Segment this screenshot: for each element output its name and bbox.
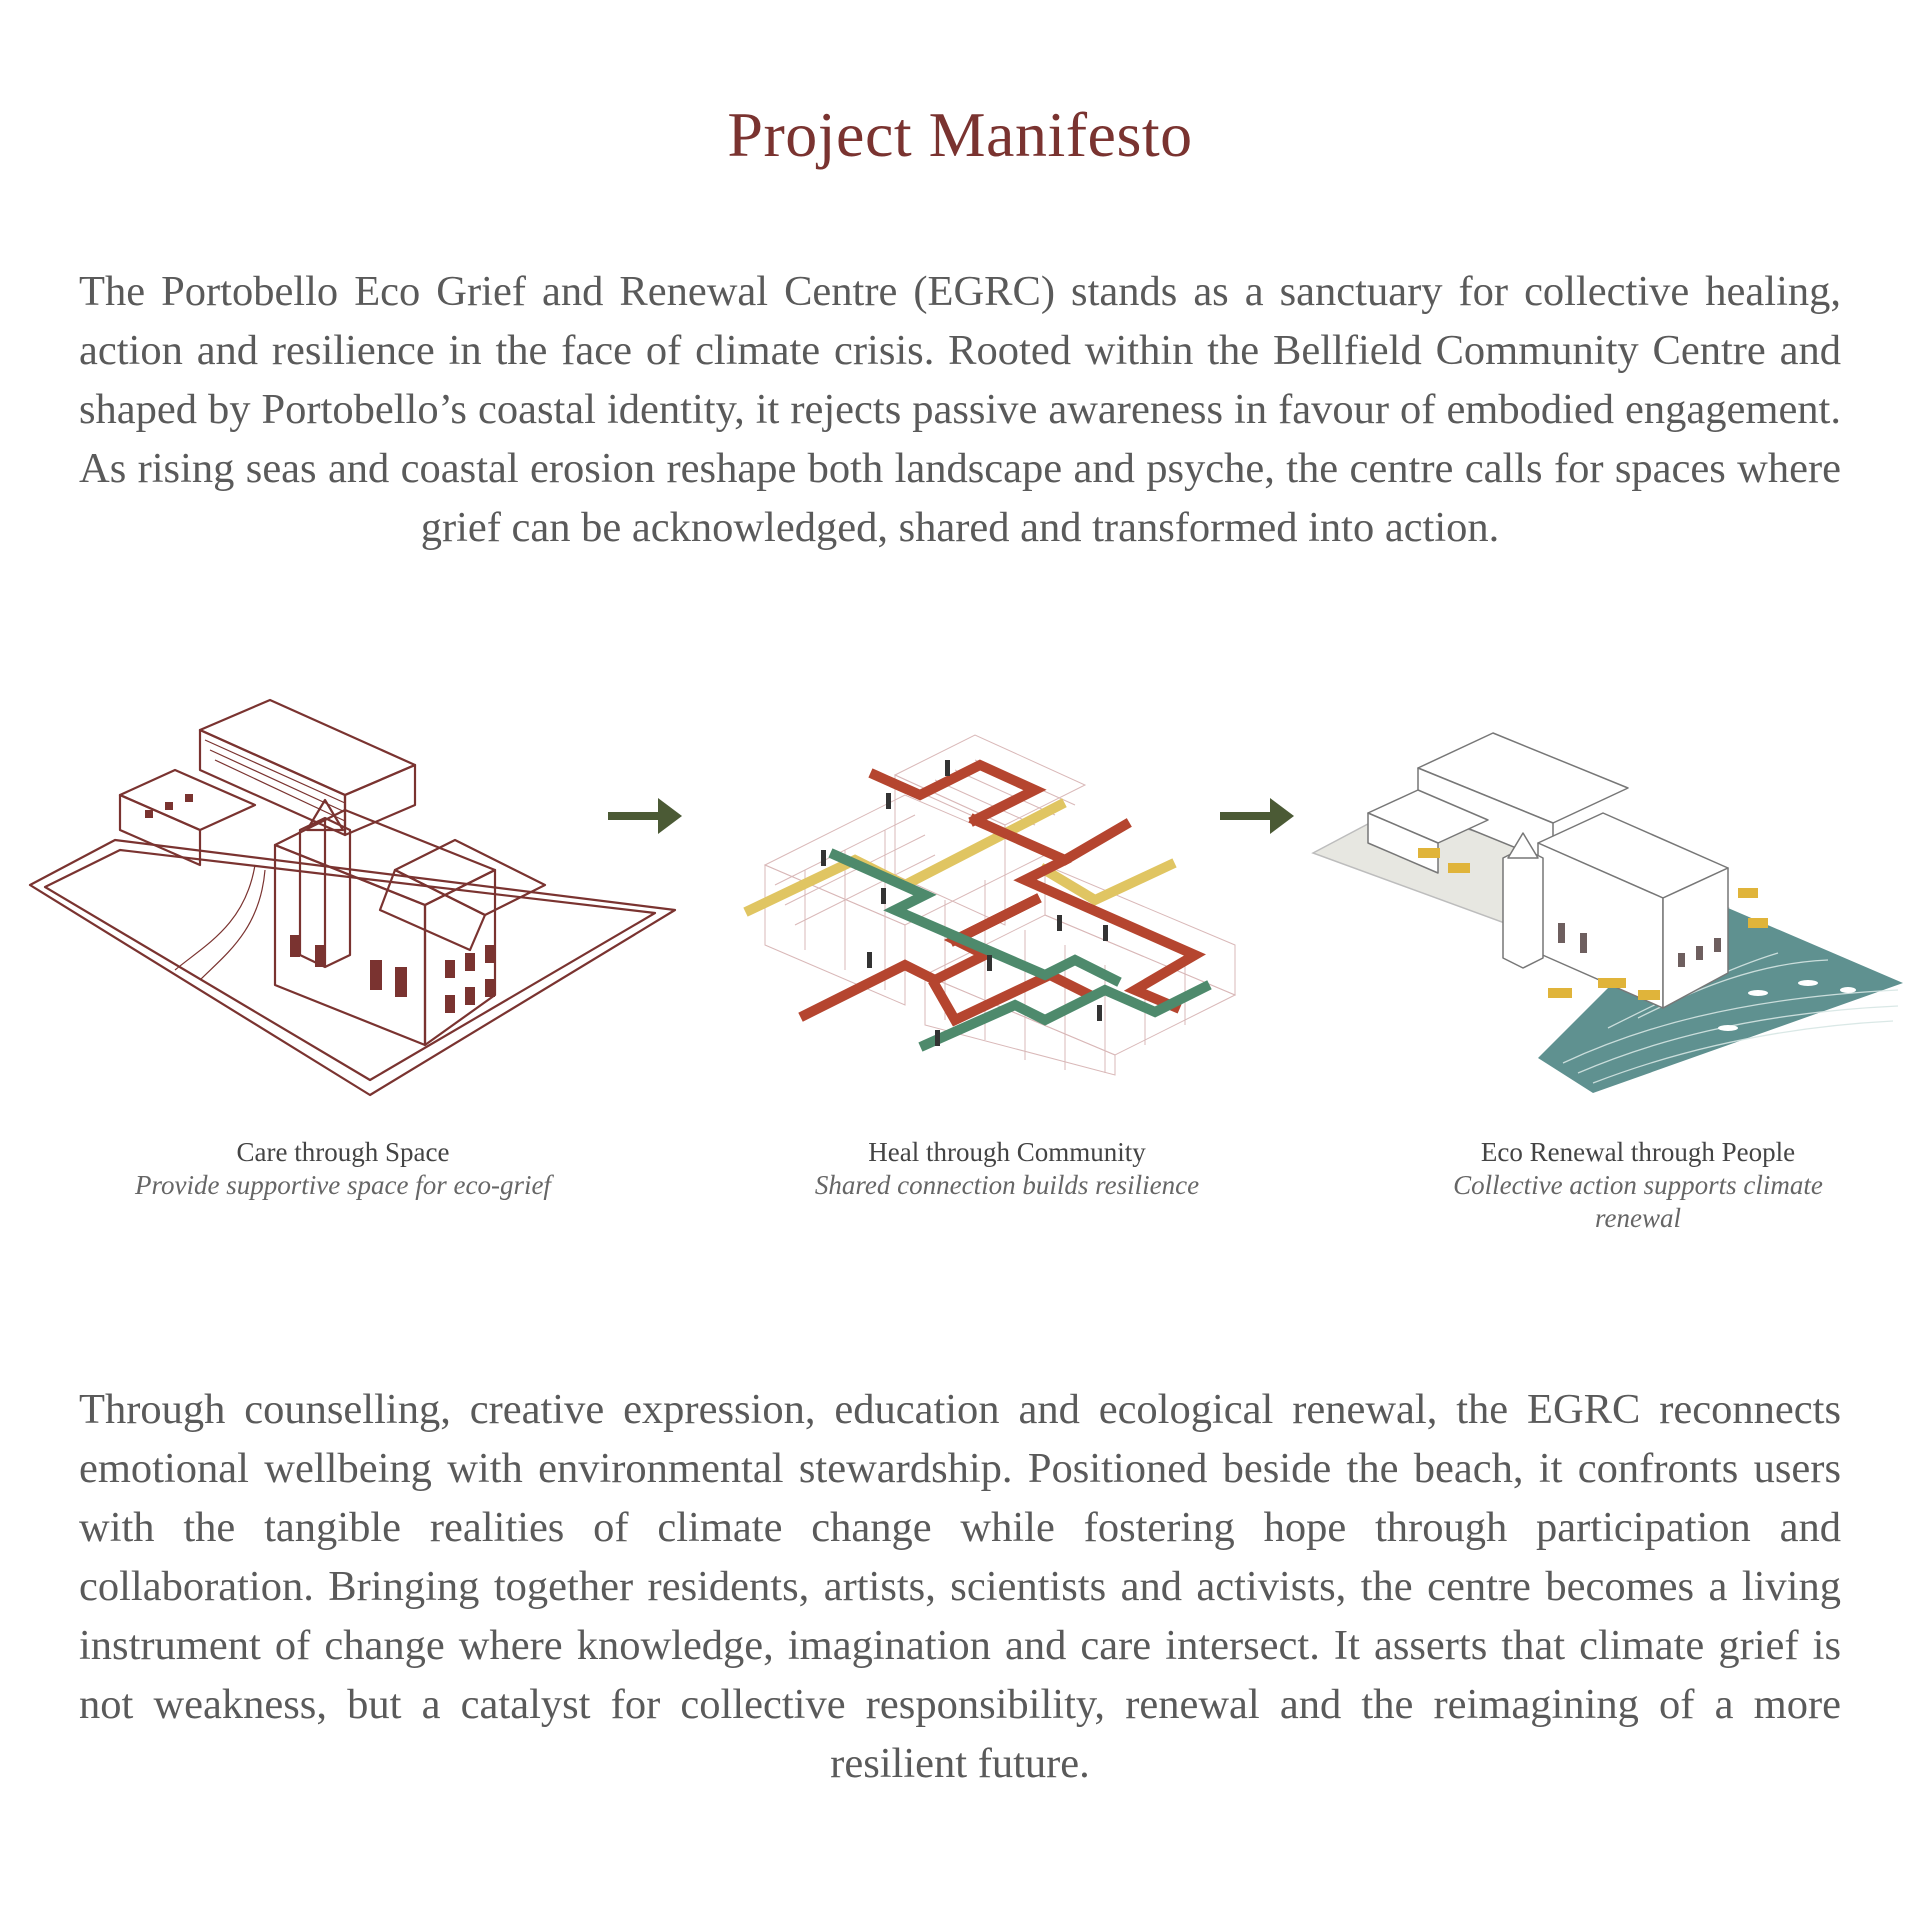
stage-title: Eco Renewal through People [1480,1137,1796,1167]
stage-subtitle: Collective action supports climate renewal [1453,1170,1823,1233]
coastal-site-axonometric-icon [1308,728,1908,1093]
stage-caption-care [113,1136,573,1202]
community-pathways-grid-icon [745,715,1245,1085]
stage-subtitle: Shared connection builds resilience [814,1170,1200,1200]
page-title: Project Manifesto [727,99,1193,170]
intro-paragraph: The Portobello Eco Grief and Renewal Centre (EGRC) stands as a sanctuary for collective healing, action and resilience in the face of climate crisis. Rooted within the Bellfield Community Centre and shaped by Portobello’s coastal identity, it rejects passive awareness in favour of embodied engagement. As rising seas and coastal erosion reshape both landscape and psyche, the centre calls for spaces where grief can be acknowledged, shared and transformed into action. [79,268,1841,551]
closing-paragraph: Through counselling, creative expression, education and ecological renewal, the EGRC reconnects emotional wellbeing with environmental stewardship. Positioned beside the beach, it confronts users with the tangible realities of climate change while fostering hope through participation and collaboration. Bringing together residents, artists, scientists and activists, the centre becomes a living instrument of change where knowledge, imagination and care intersect. It asserts that climate grief is not weakness, but a catalyst for collective responsibility, renewal and the reimagining of a more resilient future. [79,1386,1841,1787]
stage-title: Heal through Community [868,1137,1146,1167]
stage-caption-heal [777,1136,1237,1202]
stage-subtitle: Provide supportive space for eco-grief [135,1170,551,1200]
stage-title: Care through Space [236,1137,450,1167]
arrow-right-icon [1218,794,1296,838]
stage-caption-renewal [1408,1136,1868,1235]
arrow-right-icon [606,794,684,838]
isometric-building-line-drawing-icon [25,695,685,1105]
